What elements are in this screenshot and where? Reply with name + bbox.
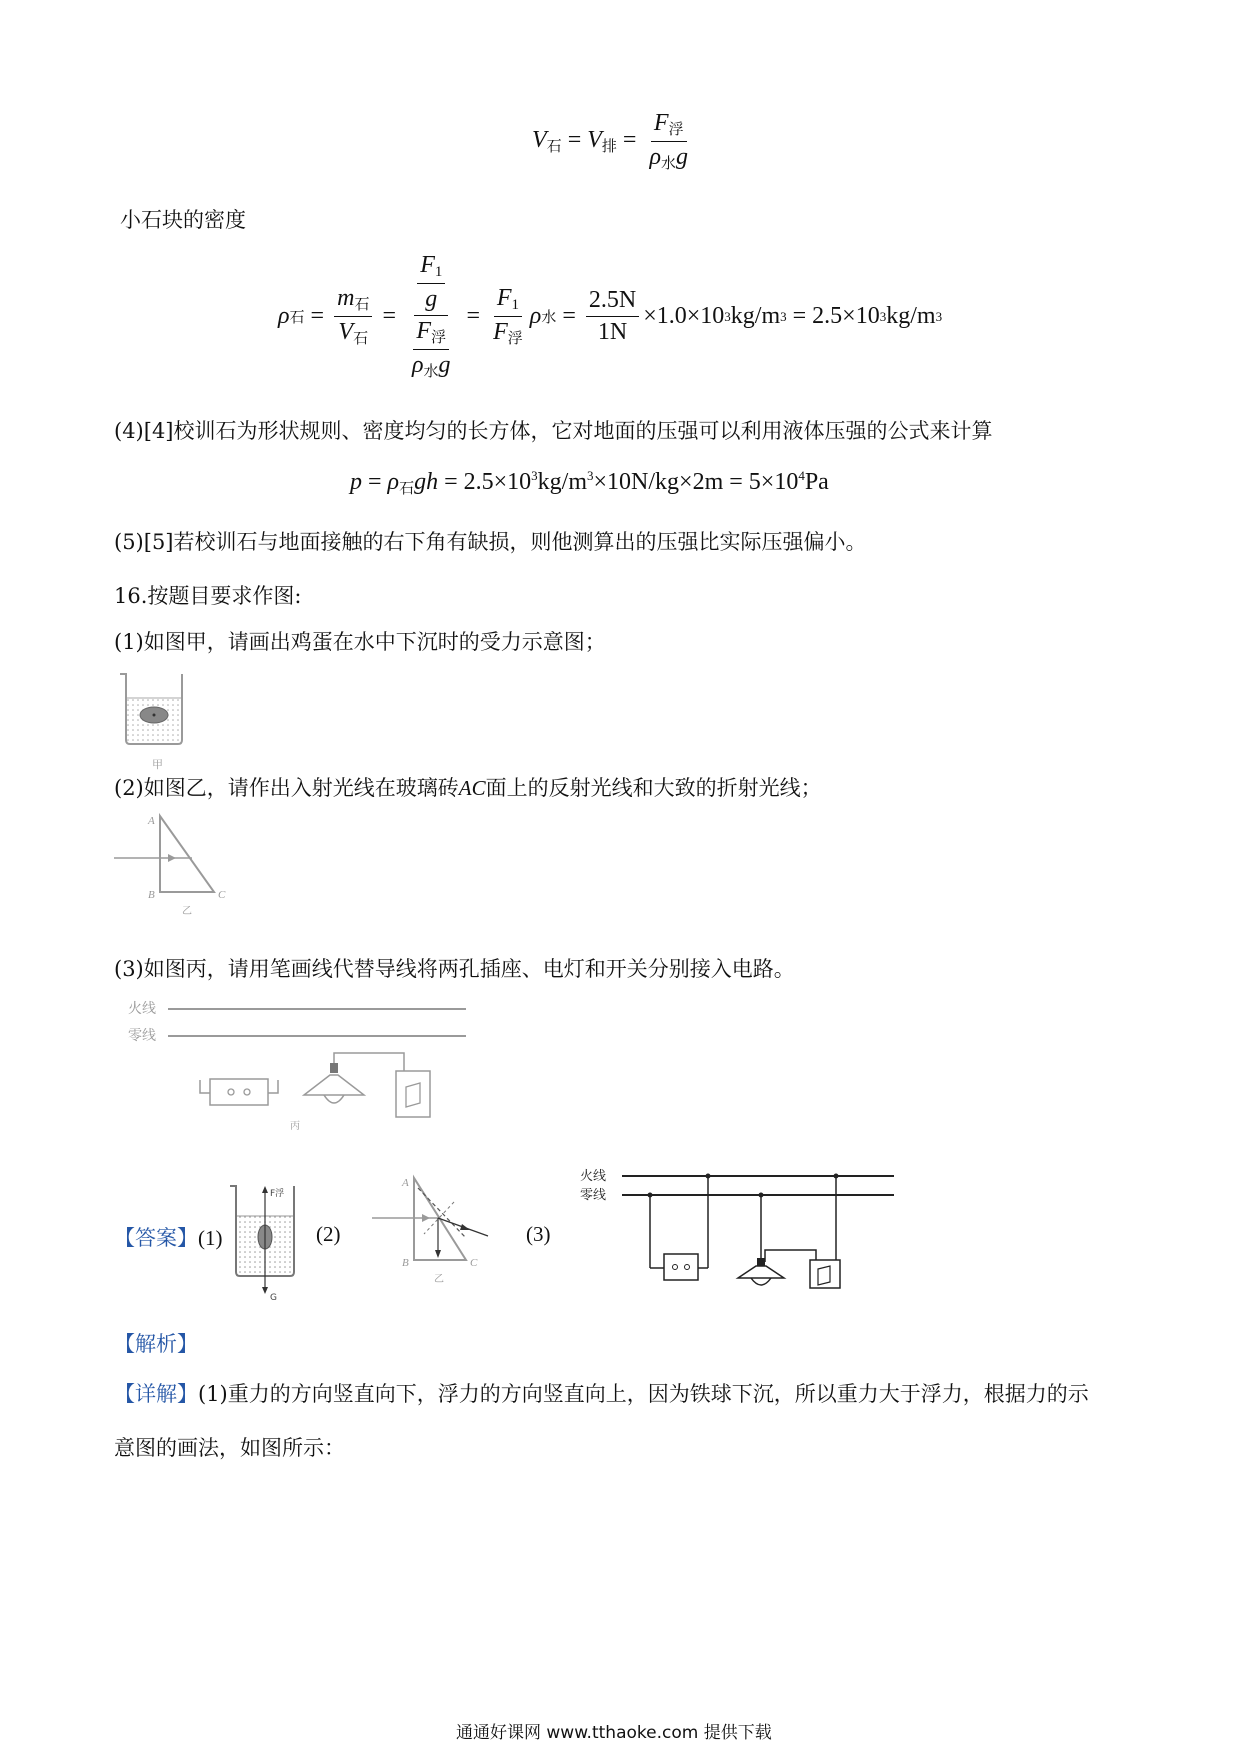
live-wire-label: 火线: [128, 1001, 156, 1017]
pressure-equation: $p = \rho_石gh = 2.5\times 10^3kg/m^3\times 10N/kg\times 2m = 5\times 10^4Pa$: [350, 468, 829, 497]
answer-part-3: (3): [526, 1222, 551, 1246]
answer-figure-beaker-forces: [228, 1180, 318, 1305]
gravity-label: G: [270, 1293, 277, 1303]
figure-bing-label: 丙: [290, 1121, 300, 1132]
question-16-part-2: (2)如图乙，请作出入射光线在玻璃砖AC面上的反射光线和大致的折射光线；: [114, 776, 822, 800]
detail-line-2: 意图的画法，如图所示：: [114, 1436, 345, 1460]
ans-label-b: B: [402, 1257, 409, 1269]
ans-label-c: C: [470, 1257, 478, 1269]
figure-jia-label: 甲: [152, 758, 163, 771]
answer-figure-circuit: [578, 1166, 898, 1301]
answer-figure-prism-rays: [370, 1172, 505, 1287]
paragraph-4: (4)[4]校训石为形状规则、密度均匀的长方体，它对地面的压强可以利用液体压强的公式来计算: [114, 419, 993, 443]
figure-yi-prism: [112, 812, 242, 922]
label-c: C: [218, 889, 226, 901]
label-a: A: [148, 815, 155, 827]
analysis-heading: 【解析】: [114, 1332, 198, 1356]
answer-heading: 【答案】(1): [114, 1226, 223, 1250]
figure-jia-beaker: [116, 668, 206, 772]
question-16: 16.按题目要求作图:: [114, 584, 302, 608]
ans-neutral-wire-label: 零线: [580, 1188, 607, 1203]
question-16-part-1: (1)如图甲，请画出鸡蛋在水中下沉时的受力示意图；: [114, 630, 606, 654]
ans-live-wire-label: 火线: [580, 1169, 607, 1184]
neutral-wire-label: 零线: [128, 1028, 156, 1044]
label-b: B: [148, 889, 155, 901]
buoyancy-label: F浮: [270, 1189, 285, 1199]
volume-equation: $V_石 = V_排$ = $\frac{F_浮}{\rho_水g}$: [532, 110, 689, 172]
figure-bing-circuit: [114, 995, 474, 1145]
figure-yi-label: 乙: [182, 906, 192, 917]
ans-label-a: A: [402, 1177, 409, 1189]
paragraph-5: (5)[5]若校训石与地面接触的右下角有缺损，则他测算出的压强比实际压强偏小。: [114, 530, 867, 554]
answer-part-2: (2): [316, 1222, 341, 1246]
stone-density-label: 小石块的密度: [120, 208, 246, 232]
detail-line-1: 【详解】(1)重力的方向竖直向下，浮力的方向竖直向上，因为铁球下沉，所以重力大于浮力，根据力的示: [114, 1382, 1089, 1406]
density-equation: ρ 石 = $\frac{m_石}{V_石}$ = $\frac{\frac{F_1}{g}}{\frac{F_浮}{\rho_水g}}$ = $\frac{F_1}{F_浮}$ ρ 水 = $\frac{2.5N}{1N}$ ×1.0×10 3 kg/m 3 = 2.5×10 3 kg/m 3: [278, 252, 943, 380]
ans-figure-yi-label: 乙: [434, 1274, 444, 1285]
question-16-part-3: (3)如图丙，请用笔画线代替导线将两孔插座、电灯和开关分别接入电路。: [114, 957, 795, 981]
page-footer: 通通好课网 www.tthaoke.com 提供下载: [456, 1723, 772, 1743]
